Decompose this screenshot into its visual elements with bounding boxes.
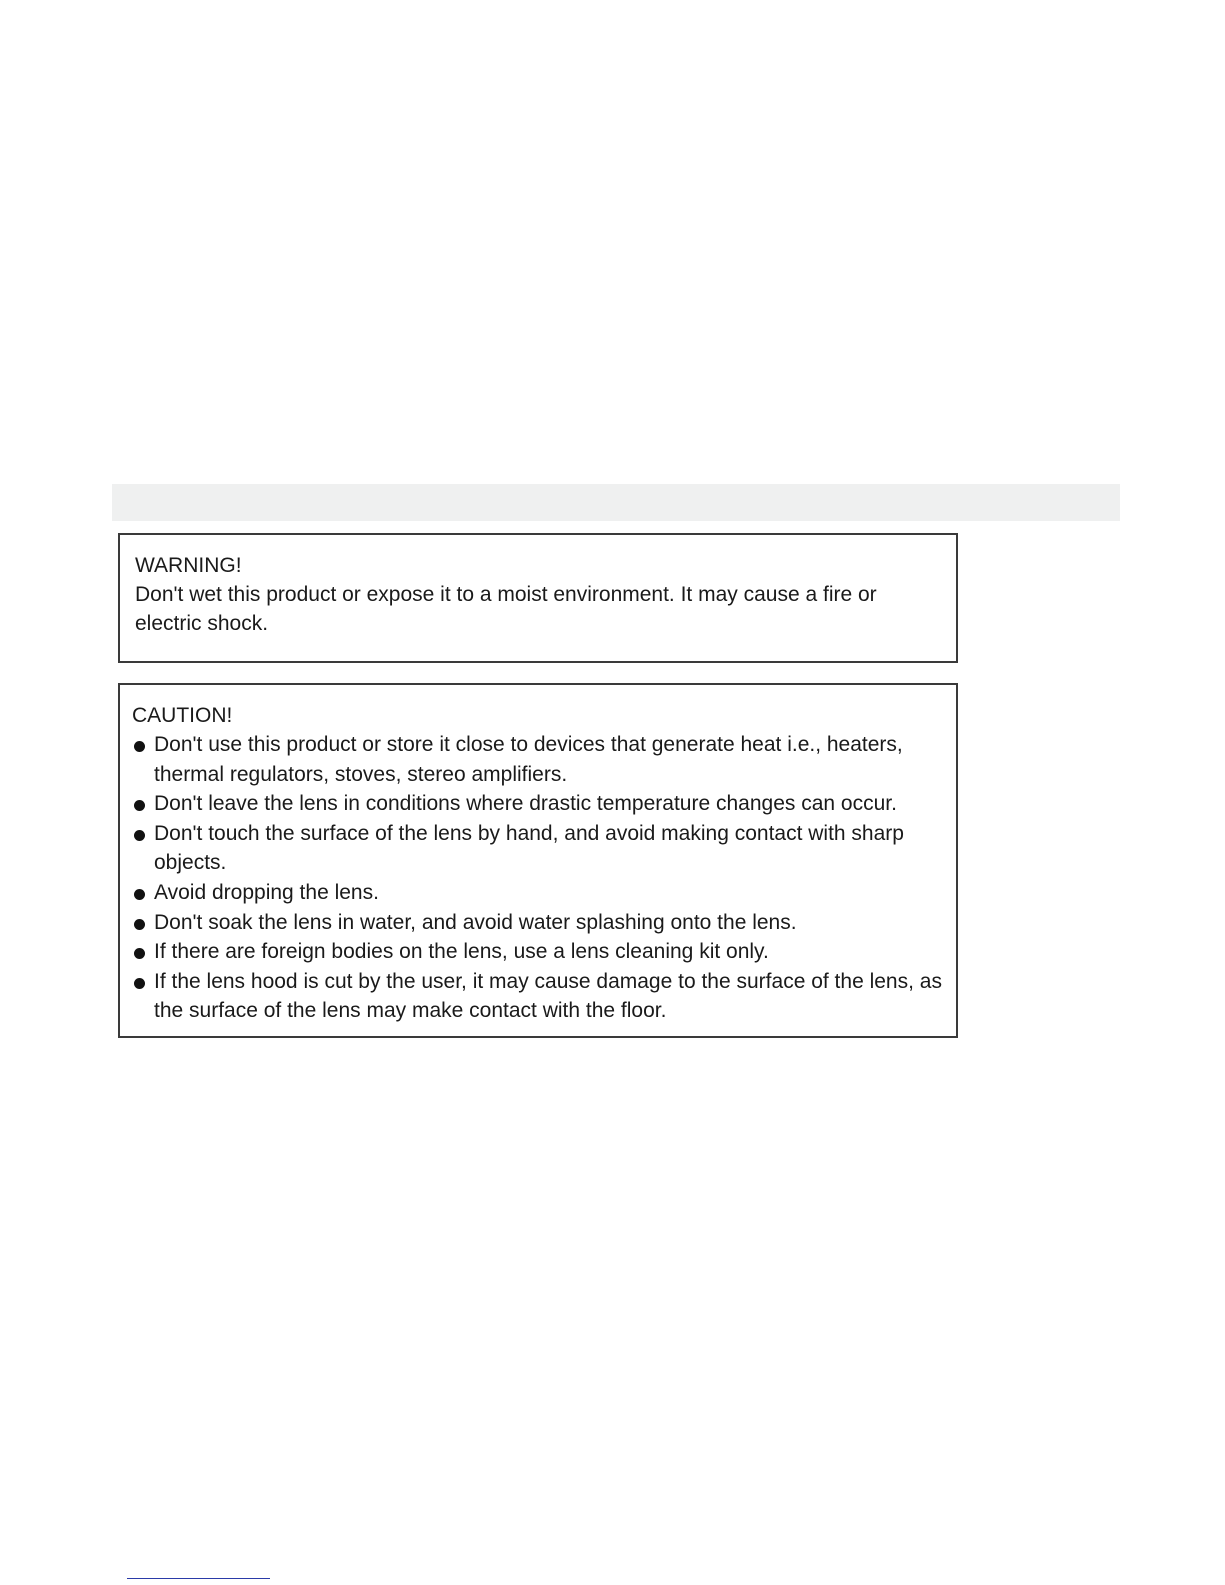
warning-text: Don't wet this product or expose it to a moist environment. It may cause a fire or electric shock. — [135, 583, 877, 635]
caution-list — [132, 730, 942, 1026]
bullet-icon — [134, 948, 145, 959]
caution-item-text: Don't touch the surface of the lens by hand, and avoid making contact with sharp objects. — [154, 821, 904, 875]
caution-item — [132, 789, 942, 819]
caution-item-text: If the lens hood is cut by the user, it may cause damage to the surface of the lens, as the surface of the lens may make contact with the floor. — [154, 969, 942, 1023]
section-header-bar — [112, 484, 1120, 521]
warning-box — [118, 533, 958, 663]
caution-box — [118, 683, 958, 1038]
caution-item — [132, 967, 942, 1026]
caution-item-text: Don't soak the lens in water, and avoid water splashing onto the lens. — [154, 910, 797, 934]
bullet-icon — [134, 830, 145, 841]
bullet-icon — [134, 978, 145, 989]
bullet-icon — [134, 919, 145, 930]
footnote-rule — [127, 1578, 270, 1579]
caution-title: CAUTION! — [132, 704, 233, 727]
caution-item — [132, 937, 942, 967]
bullet-icon — [134, 741, 145, 752]
caution-item-text: Don't leave the lens in conditions where drastic temperature changes can occur. — [154, 792, 897, 816]
caution-item-text: If there are foreign bodies on the lens, use a lens cleaning kit only. — [154, 940, 769, 964]
caution-item — [132, 908, 942, 938]
bullet-icon — [134, 889, 145, 900]
bullet-icon — [134, 800, 145, 811]
caution-item-text: Avoid dropping the lens. — [154, 880, 379, 904]
caution-item-text: Don't use this product or store it close to devices that generate heat i.e., heaters, thermal regulators, stoves, stereo amplifiers. — [154, 733, 903, 786]
caution-item — [132, 878, 942, 908]
warning-title: WARNING! — [135, 554, 242, 577]
caution-item — [132, 819, 942, 878]
caution-item — [132, 730, 942, 789]
